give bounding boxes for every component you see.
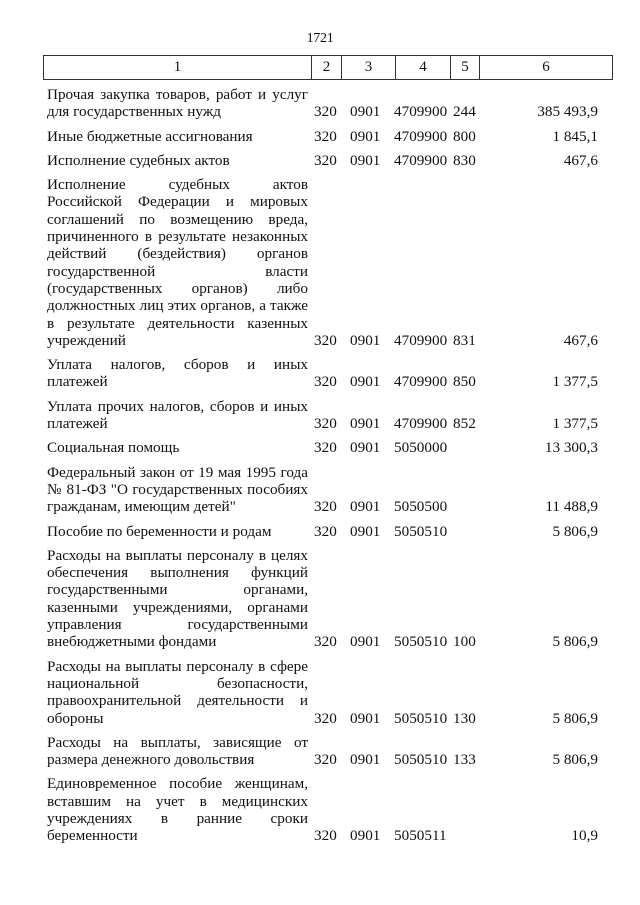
- row-name: Расходы на выплаты персоналу в сфере национальной безопасности, правоохранительной деятельности и обороны: [47, 657, 308, 727]
- row-target-code: 5050511: [394, 827, 447, 845]
- row-amount: 10,9: [571, 827, 598, 845]
- column-header-row: [44, 56, 613, 80]
- table-row: [0, 523, 640, 540]
- page-number: 1721: [306, 31, 334, 46]
- row-target-code: 4709900: [394, 373, 448, 391]
- row-target-code: 5050500: [394, 498, 448, 516]
- row-expense-type: 100: [453, 633, 476, 651]
- row-section-code: 0901: [350, 522, 381, 540]
- row-ministry-code: 320: [314, 373, 337, 391]
- row-amount: 385 493,9: [537, 103, 598, 121]
- row-section-code: 0901: [350, 827, 381, 845]
- row-target-code: 5050510: [394, 522, 448, 540]
- row-ministry-code: 320: [314, 522, 337, 540]
- row-ministry-code: 320: [314, 498, 337, 516]
- table-row: [0, 439, 640, 456]
- row-name: Федеральный закон от 19 мая 1995 года № 81-ФЗ "О государственных пособиях гражданам, имеющим детей": [47, 463, 308, 516]
- row-expense-type: 852: [453, 415, 476, 433]
- row-name: Исполнение судебных актов: [47, 151, 230, 169]
- row-section-code: 0901: [350, 709, 381, 727]
- column-header-2: 2: [312, 56, 342, 80]
- table-row: [0, 86, 640, 121]
- row-section-code: 0901: [350, 415, 381, 433]
- row-amount: 1 845,1: [552, 127, 598, 145]
- row-expense-type: 831: [453, 331, 476, 349]
- row-amount: 467,6: [563, 151, 598, 169]
- row-expense-type: 130: [453, 709, 476, 727]
- table-row: [0, 775, 640, 844]
- row-name: Расходы на выплаты персоналу в целях обеспечения выполнения функций государственными органами, казенными учреждениями, органами управления государственными внебюджетными фондами: [47, 546, 308, 651]
- row-target-code: 5050510: [394, 633, 448, 651]
- row-amount: 1 377,5: [552, 415, 598, 433]
- row-name: Уплата налогов, сборов и иных платежей: [47, 356, 308, 391]
- row-amount: 11 488,9: [545, 498, 598, 516]
- row-expense-type: 244: [453, 103, 476, 121]
- row-ministry-code: 320: [314, 103, 337, 121]
- row-name: Уплата прочих налогов, сборов и иных платежей: [47, 397, 308, 433]
- row-target-code: 5050510: [394, 709, 448, 727]
- row-ministry-code: 320: [314, 827, 337, 845]
- row-amount: 5 806,9: [552, 633, 598, 651]
- row-expense-type: 830: [453, 151, 476, 169]
- row-name: Иные бюджетные ассигнования: [47, 127, 253, 145]
- row-section-code: 0901: [350, 751, 381, 769]
- row-section-code: 0901: [350, 498, 381, 516]
- row-amount: 5 806,9: [552, 709, 598, 727]
- row-section-code: 0901: [350, 151, 381, 169]
- row-name: Прочая закупка товаров, работ и услуг для государственных нужд: [47, 86, 308, 121]
- table-row: [0, 464, 640, 516]
- row-amount: 5 806,9: [552, 522, 598, 540]
- row-ministry-code: 320: [314, 151, 337, 169]
- row-amount: 467,6: [563, 331, 598, 349]
- row-amount: 5 806,9: [552, 751, 598, 769]
- row-ministry-code: 320: [314, 633, 337, 651]
- row-name: Единовременное пособие женщинам, вставшим на учет в медицинских учреждениях в ранние сроки беременности: [47, 775, 308, 845]
- row-target-code: 5050000: [394, 439, 448, 457]
- row-section-code: 0901: [350, 331, 381, 349]
- row-target-code: 4709900: [394, 415, 448, 433]
- table-row: [0, 128, 640, 145]
- row-amount: 13 300,3: [544, 439, 598, 457]
- row-name: Исполнение судебных актов Российской Федерации и мировых соглашений по возмещению вреда, причиненного в результате незаконных действий (бездействия) органов государственной власти (государственных органов) либо должностных лиц этих органов, а также в результате деятельности казенных учреждений: [47, 176, 308, 349]
- row-ministry-code: 320: [314, 751, 337, 769]
- row-section-code: 0901: [350, 127, 381, 145]
- row-ministry-code: 320: [314, 439, 337, 457]
- table-row: [0, 658, 640, 727]
- row-ministry-code: 320: [314, 709, 337, 727]
- table-row: [0, 398, 640, 433]
- table-row: [0, 176, 640, 349]
- table-row: [0, 152, 640, 169]
- table-row: [0, 547, 640, 651]
- column-header-6: 6: [480, 56, 613, 80]
- column-header-1: 1: [44, 56, 312, 80]
- row-name: Социальная помощь: [47, 439, 180, 457]
- row-expense-type: 850: [453, 373, 476, 391]
- row-name: Пособие по беременности и родам: [47, 522, 272, 540]
- row-section-code: 0901: [350, 103, 381, 121]
- table-row: [0, 734, 640, 769]
- column-header-3: 3: [342, 56, 396, 80]
- row-target-code: 4709900: [394, 127, 448, 145]
- row-target-code: 4709900: [394, 151, 448, 169]
- row-expense-type: 133: [453, 751, 476, 769]
- row-ministry-code: 320: [314, 127, 337, 145]
- budget-table-body: [0, 86, 640, 852]
- column-header-table: [43, 55, 613, 80]
- row-target-code: 5050510: [394, 751, 448, 769]
- column-header-4: 4: [396, 56, 451, 80]
- row-target-code: 4709900: [394, 103, 448, 121]
- row-ministry-code: 320: [314, 331, 337, 349]
- row-section-code: 0901: [350, 373, 381, 391]
- row-amount: 1 377,5: [552, 373, 598, 391]
- row-section-code: 0901: [350, 633, 381, 651]
- column-header-5: 5: [451, 56, 480, 80]
- row-expense-type: 800: [453, 127, 476, 145]
- row-target-code: 4709900: [394, 331, 448, 349]
- table-row: [0, 356, 640, 391]
- row-ministry-code: 320: [314, 415, 337, 433]
- row-section-code: 0901: [350, 439, 381, 457]
- row-name: Расходы на выплаты, зависящие от размера денежного довольствия: [47, 733, 308, 769]
